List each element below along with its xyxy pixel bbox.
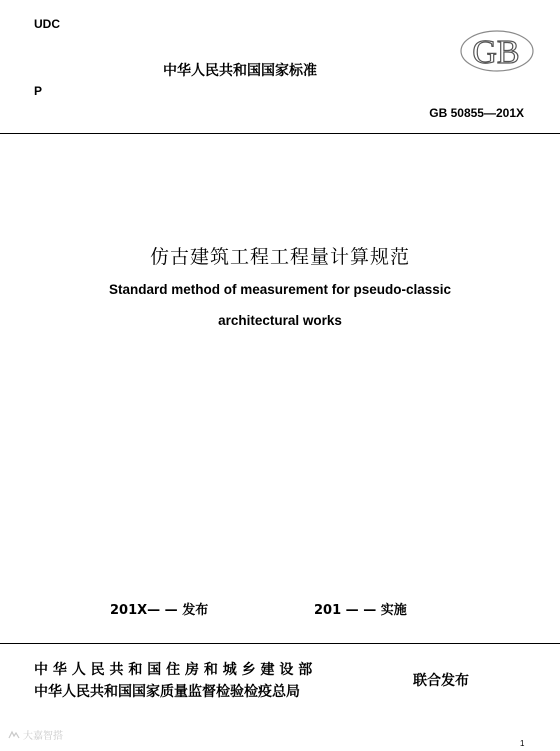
standard-number: GB 50855—201X: [429, 106, 524, 120]
issuer-aqsiq: 中华人民共和国国家质量监督检验检疫总局: [34, 684, 300, 700]
english-title-line-1: Standard method of measurement for pseudo-classic: [108, 282, 452, 297]
watermark-text: 大嘉智搭: [23, 731, 63, 742]
footer-divider: [0, 643, 560, 644]
standard-type-heading: 中华人民共和国国家标准: [163, 63, 317, 79]
page-number: 1: [520, 739, 525, 748]
english-title-line-2: architectural works: [218, 313, 342, 328]
udc-label: UDC: [34, 17, 60, 31]
header-divider: [0, 133, 560, 134]
joint-issue-label: 联合发布: [413, 673, 469, 689]
gb-logo-text: GB: [472, 34, 520, 71]
watermark: [8, 727, 63, 742]
chinese-title: 仿古建筑工程工程量计算规范: [149, 246, 410, 268]
issuer-ministry: 中 华 人 民 共 和 国 住 房 和 城 乡 建 设 部: [34, 662, 313, 678]
watermark-logo-icon: [8, 730, 20, 740]
gb-logo: [457, 26, 535, 74]
implement-date: 201 — — 实施: [314, 603, 407, 618]
publish-date: 201X— — 发布: [110, 603, 209, 618]
p-code-label: P: [34, 84, 43, 98]
